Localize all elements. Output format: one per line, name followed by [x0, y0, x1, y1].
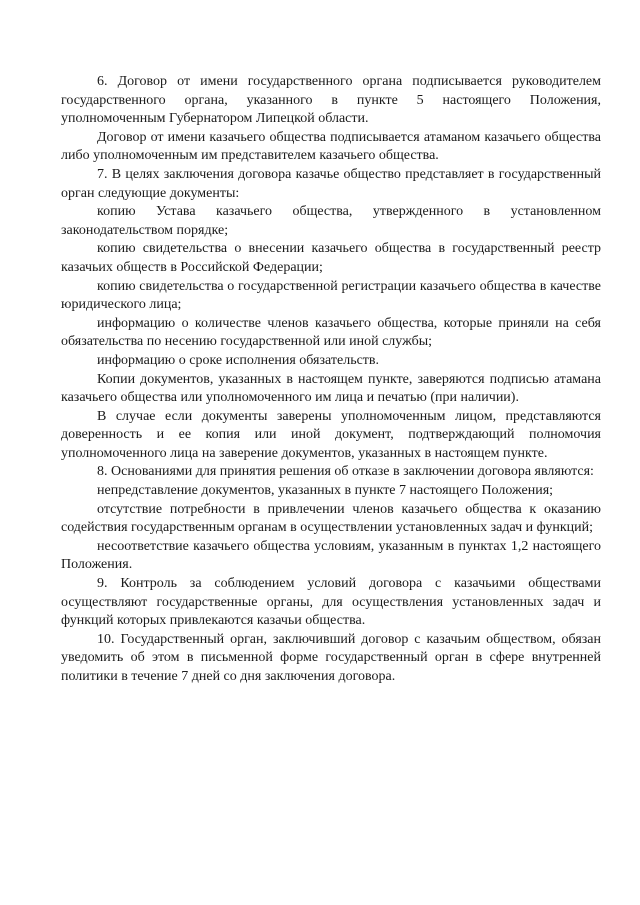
- list-item-no-need: отсутствие потребности в привлечении членов казачьего общества к оказанию содействия государственным органам в осуществлении установленных задач и функций;: [61, 501, 601, 536]
- list-item-registration-certificate: копию свидетельства о государственной регистрации казачьего общества в качестве юридического лица;: [61, 278, 601, 313]
- list-item-members-count: информацию о количестве членов казачьего общества, которые приняли на себя обязательства по несению государственной или иной службы;: [61, 315, 601, 350]
- paragraph-copies-certification: Копии документов, указанных в настоящем пункте, заверяются подписью атамана казачьего общества или уполномоченного им лица и печатью (при наличии).: [61, 371, 601, 406]
- paragraph-cossack-signature: Договор от имени казачьего общества подписывается атаманом казачьего общества либо уполномоченным им представителем казачьего общества.: [61, 129, 601, 164]
- paragraph-10: 10. Государственный орган, заключивший договор с казачьим обществом, обязан уведомить об этом в письменной форме государственный орган в сфере внутренней политики в течение 7 дней со дня заключения договора.: [61, 631, 601, 684]
- list-item-no-documents: непредставление документов, указанных в пункте 7 настоящего Положения;: [97, 483, 554, 499]
- list-item-charter-copy: копию Устава казачьего общества, утвержденного в установленном законодательством порядке;: [61, 204, 601, 238]
- paragraph-8: 8. Основаниями для принятия решения об отказе в заключении договора являются:: [97, 464, 594, 480]
- list-item-nonconformity: несоответствие казачьего общества условиям, указанным в пунктах 1,2 настоящего Положения.: [61, 538, 601, 573]
- paragraph-9: 9. Контроль за соблюдением условий договора с казачьими обществами осуществляют государственные органы, для осуществления установленных задач и функций которых привлекаются казачьи общества.: [61, 576, 601, 629]
- list-item-registry-certificate: копию свидетельства о внесении казачьего общества в государственный реестр казачьих обществ в Российской Федерации;: [61, 241, 601, 275]
- list-item-term: информацию о сроке исполнения обязательств.: [97, 352, 380, 368]
- paragraph-power-of-attorney: В случае если документы заверены уполномоченным лицом, представляются доверенность и ее копия или иной документ, подтверждающий полномочия уполномоченного лица на заверение документов, указанных в настоящем пункте.: [61, 408, 601, 461]
- paragraph-6: 6. Договор от имени государственного органа подписывается руководителем государственного органа, указанного в пункте 5 настоящего Положения, уполномоченным Губернатором Липецкой области.: [61, 74, 601, 127]
- document-body: [61, 73, 601, 687]
- paragraph-7: 7. В целях заключения договора казачье общество представляет в государственный орган следующие документы:: [61, 166, 601, 201]
